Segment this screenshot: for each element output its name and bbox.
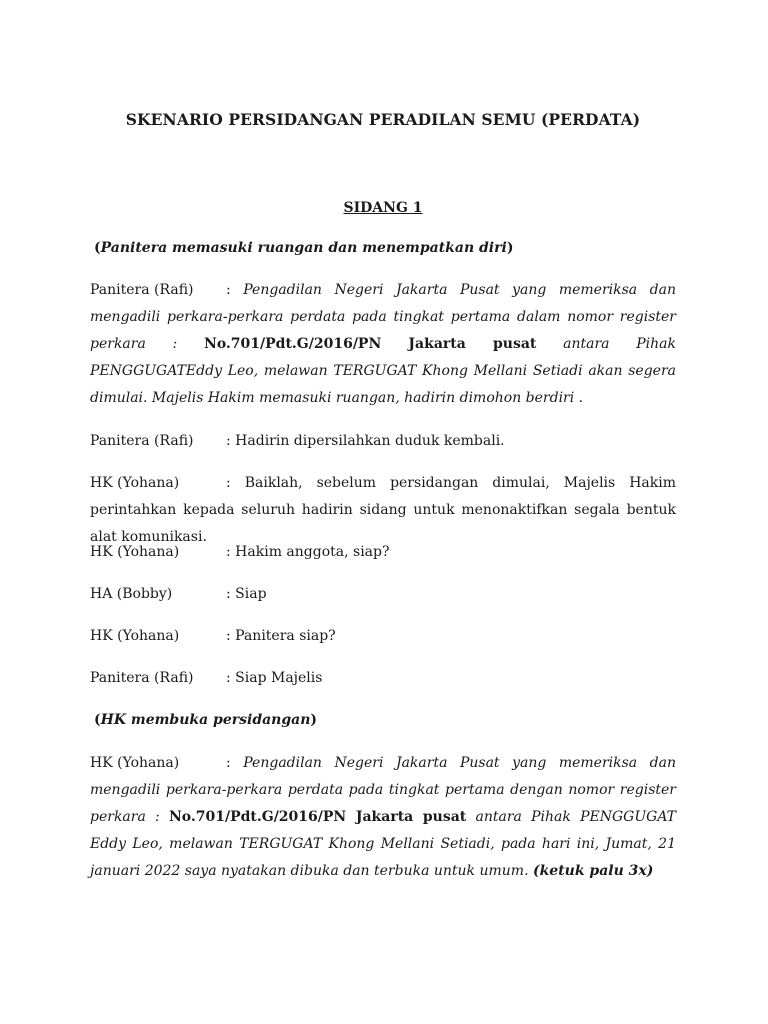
session-heading: SIDANG 1 [343,200,423,216]
case-number: No.701/Pdt.G/2016/PN Jakarta pusat [204,336,537,352]
case-number: No.701/Pdt.G/2016/PN Jakarta pusat [168,809,467,825]
speaker-label: Panitera (Rafi) [90,282,194,298]
speaker-label: HK (Yohana) [90,628,180,644]
dialogue-hk-opening [90,750,676,885]
dialogue-text: Pengadilan Negeri Jakarta Pusat yang memeriksa dan mengadili perkara-perkara perdata pada tingkat pertama dengan nomor register perkara : [90,755,677,825]
stage-direction-text: HK membuka persidangan [100,712,311,728]
speaker-label: Panitera (Rafi) [90,433,194,449]
close-paren: ) [506,240,514,256]
separator: : [226,670,231,686]
dialogue-text: Panitera siap? [235,628,336,644]
stage-action: (ketuk palu 3x) [532,863,654,879]
dialogue-ha-ready [90,581,676,608]
speaker-label: Panitera (Rafi) [90,670,194,686]
document-page [90,0,676,1024]
separator: : [226,544,231,560]
dialogue-text: Pengadilan Negeri Jakarta Pusat yang memeriksa dan mengadili perkara-perkara perdata pada tingkat pertama dalam nomor register perkara : [90,282,677,352]
speaker-label: HK (Yohana) [90,544,180,560]
separator: : [226,282,231,298]
separator: : [226,628,231,644]
dialogue-text: antara Pihak PENGGUGATEddy Leo, melawan TERGUGAT Khong Mellani Setiadi akan segera dimulai. Majelis Hakim memasuki ruangan, hadirin dimohon berdiri . [90,336,676,406]
speaker-label: HK (Yohana) [90,755,180,771]
separator: : [226,475,231,491]
open-paren: ( [94,712,101,728]
dialogue-hk-ask-panitera [90,623,676,650]
open-paren: ( [94,240,101,256]
stage-direction-text: Panitera memasuki ruangan dan menempatkan diri [100,240,507,256]
speaker-label: HA (Bobby) [90,586,173,602]
dialogue-panitera-ready [90,665,676,692]
dialogue-panitera-opening [90,277,676,412]
dialogue-text: Siap [235,586,267,602]
dialogue-text: Hakim anggota, siap? [235,544,390,560]
stage-direction-1 [94,240,513,256]
separator: : [226,755,231,771]
dialogue-panitera-seated [90,428,676,455]
separator: : [226,586,231,602]
dialogue-text: Siap Majelis [235,670,323,686]
separator: : [226,433,231,449]
dialogue-text: antara Pihak PENGGUGAT Eddy Leo, melawan TERGUGAT Khong Mellani Setiadi, pada hari ini, Jumat, 21 januari 2022 saya nyatakan dibuka dan terbuka untuk umum. [90,809,677,879]
dialogue-text: Baiklah, sebelum persidangan dimulai, Majelis Hakim perintahkan kepada seluruh hadirin sidang untuk menonaktifkan segala bentuk alat komunikasi. [90,475,676,545]
stage-direction-2 [94,712,317,728]
document-title: SKENARIO PERSIDANGAN PERADILAN SEMU (PERDATA) [125,110,641,129]
dialogue-hk-ask-member [90,539,676,566]
speaker-label: HK (Yohana) [90,475,180,491]
close-paren: ) [310,712,318,728]
dialogue-text: Hadirin dipersilahkan duduk kembali. [235,433,505,449]
